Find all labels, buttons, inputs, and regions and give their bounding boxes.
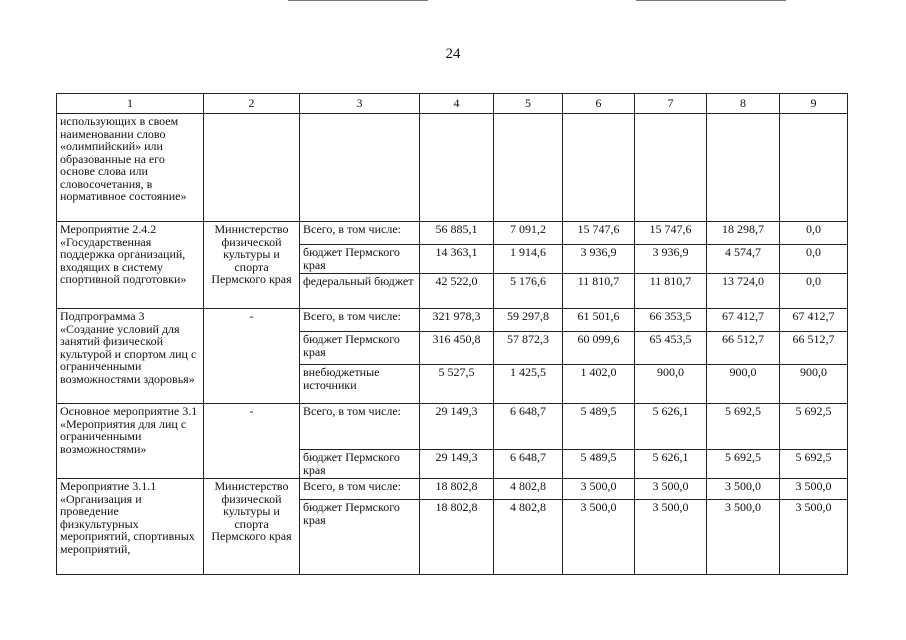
amount-cell: 11 810,7 bbox=[635, 274, 707, 309]
budget-table bbox=[56, 93, 848, 575]
amount-cell: 57 872,3 bbox=[494, 332, 563, 365]
amount-cell: 0,0 bbox=[780, 245, 848, 274]
amount-cell: 5 692,5 bbox=[780, 450, 848, 479]
amount-cell: 66 353,5 bbox=[635, 309, 707, 332]
amount-cell: 900,0 bbox=[635, 365, 707, 404]
amount-cell: 14 363,1 bbox=[420, 245, 494, 274]
amount-cell: 5 527,5 bbox=[420, 365, 494, 404]
amount-cell: 66 512,7 bbox=[780, 332, 848, 365]
table-row bbox=[57, 479, 848, 500]
amount-cell: 4 802,8 bbox=[494, 500, 563, 575]
empty-cell bbox=[635, 114, 707, 222]
empty-cell bbox=[563, 114, 635, 222]
amount-cell: 61 501,6 bbox=[563, 309, 635, 332]
amount-cell: 3 500,0 bbox=[563, 479, 635, 500]
amount-cell: 3 936,9 bbox=[563, 245, 635, 274]
amount-cell: 65 453,5 bbox=[635, 332, 707, 365]
amount-cell: 15 747,6 bbox=[563, 222, 635, 245]
continuation-row bbox=[57, 114, 848, 222]
scan-edge-mark bbox=[636, 0, 786, 1]
amount-cell: 18 802,8 bbox=[420, 500, 494, 575]
amount-cell: 3 936,9 bbox=[635, 245, 707, 274]
column-header: 5 bbox=[494, 94, 563, 114]
column-header: 9 bbox=[780, 94, 848, 114]
amount-cell: 3 500,0 bbox=[635, 500, 707, 575]
column-header: 6 bbox=[563, 94, 635, 114]
scan-edge-mark bbox=[288, 0, 428, 1]
amount-cell: 60 099,6 bbox=[563, 332, 635, 365]
amount-cell: 42 522,0 bbox=[420, 274, 494, 309]
column-header: 4 bbox=[420, 94, 494, 114]
funding-source-cell: бюджет Пермского края bbox=[300, 500, 420, 575]
amount-cell: 3 500,0 bbox=[707, 500, 780, 575]
amount-cell: 3 500,0 bbox=[780, 479, 848, 500]
empty-cell bbox=[204, 114, 300, 222]
amount-cell: 5 692,5 bbox=[707, 450, 780, 479]
item-name-cell: Подпрограмма 3 «Создание условий для занятий физической культурой и спортом лиц с ограниченными возможностями здоровья» bbox=[57, 309, 204, 404]
amount-cell: 5 489,5 bbox=[563, 450, 635, 479]
item-name-cell: Основное мероприятие 3.1 «Мероприятия для лиц с ограниченными возможностями» bbox=[57, 404, 204, 479]
funding-source-cell: федеральный бюджет bbox=[300, 274, 420, 309]
column-header: 1 bbox=[57, 94, 204, 114]
amount-cell: 5 626,1 bbox=[635, 404, 707, 450]
amount-cell: 15 747,6 bbox=[635, 222, 707, 245]
amount-cell: 5 176,6 bbox=[494, 274, 563, 309]
column-header: 2 bbox=[204, 94, 300, 114]
amount-cell: 6 648,7 bbox=[494, 404, 563, 450]
item-name-cell: Мероприятие 3.1.1 «Организация и проведение физкультурных мероприятий, спортивных мероприятий, bbox=[57, 479, 204, 575]
amount-cell: 18 802,8 bbox=[420, 479, 494, 500]
amount-cell: 1 402,0 bbox=[563, 365, 635, 404]
amount-cell: 3 500,0 bbox=[563, 500, 635, 575]
amount-cell: 18 298,7 bbox=[707, 222, 780, 245]
funding-source-cell: бюджет Пермского края bbox=[300, 450, 420, 479]
amount-cell: 3 500,0 bbox=[780, 500, 848, 575]
amount-cell: 4 574,7 bbox=[707, 245, 780, 274]
amount-cell: 5 489,5 bbox=[563, 404, 635, 450]
table-row bbox=[57, 404, 848, 450]
column-header: 8 bbox=[707, 94, 780, 114]
amount-cell: 67 412,7 bbox=[707, 309, 780, 332]
column-header: 7 bbox=[635, 94, 707, 114]
amount-cell: 4 802,8 bbox=[494, 479, 563, 500]
amount-cell: 1 914,6 bbox=[494, 245, 563, 274]
executor-cell: - bbox=[204, 404, 300, 479]
funding-source-cell: Всего, в том числе: bbox=[300, 479, 420, 500]
empty-cell bbox=[300, 114, 420, 222]
amount-cell: 66 512,7 bbox=[707, 332, 780, 365]
amount-cell: 5 692,5 bbox=[780, 404, 848, 450]
funding-source-cell: Всего, в том числе: bbox=[300, 222, 420, 245]
executor-cell: Министерство физической культуры и спорта Пермского края bbox=[204, 222, 300, 309]
amount-cell: 3 500,0 bbox=[707, 479, 780, 500]
amount-cell: 13 724,0 bbox=[707, 274, 780, 309]
executor-cell: - bbox=[204, 309, 300, 404]
amount-cell: 67 412,7 bbox=[780, 309, 848, 332]
amount-cell: 316 450,8 bbox=[420, 332, 494, 365]
amount-cell: 29 149,3 bbox=[420, 450, 494, 479]
continuation-name-cell: использующих в своем наименовании слово «олимпийский» или образованные на его основе слова или словосочетания, в нормативное состояние» bbox=[57, 114, 204, 222]
amount-cell: 56 885,1 bbox=[420, 222, 494, 245]
page-number: 24 bbox=[445, 46, 461, 62]
amount-cell: 6 648,7 bbox=[494, 450, 563, 479]
funding-source-cell: Всего, в том числе: bbox=[300, 309, 420, 332]
amount-cell: 7 091,2 bbox=[494, 222, 563, 245]
amount-cell: 900,0 bbox=[707, 365, 780, 404]
funding-source-cell: бюджет Пермского края bbox=[300, 332, 420, 365]
amount-cell: 59 297,8 bbox=[494, 309, 563, 332]
amount-cell: 29 149,3 bbox=[420, 404, 494, 450]
funding-source-cell: внебюджетные источники bbox=[300, 365, 420, 404]
empty-cell bbox=[707, 114, 780, 222]
amount-cell: 3 500,0 bbox=[635, 479, 707, 500]
funding-source-cell: Всего, в том числе: bbox=[300, 404, 420, 450]
funding-source-cell: бюджет Пермского края bbox=[300, 245, 420, 274]
item-name-cell: Мероприятие 2.4.2 «Государственная поддержка организаций, входящих в систему спортивной подготовки» bbox=[57, 222, 204, 309]
header-row bbox=[57, 94, 848, 114]
table-row bbox=[57, 222, 848, 245]
column-header: 3 bbox=[300, 94, 420, 114]
table-row bbox=[57, 309, 848, 332]
amount-cell: 11 810,7 bbox=[563, 274, 635, 309]
empty-cell bbox=[420, 114, 494, 222]
amount-cell: 0,0 bbox=[780, 274, 848, 309]
table-body bbox=[57, 94, 848, 575]
amount-cell: 5 626,1 bbox=[635, 450, 707, 479]
empty-cell bbox=[494, 114, 563, 222]
amount-cell: 5 692,5 bbox=[707, 404, 780, 450]
executor-cell: Министерство физической культуры и спорта Пермского края bbox=[204, 479, 300, 575]
amount-cell: 900,0 bbox=[780, 365, 848, 404]
empty-cell bbox=[780, 114, 848, 222]
amount-cell: 0,0 bbox=[780, 222, 848, 245]
amount-cell: 321 978,3 bbox=[420, 309, 494, 332]
amount-cell: 1 425,5 bbox=[494, 365, 563, 404]
